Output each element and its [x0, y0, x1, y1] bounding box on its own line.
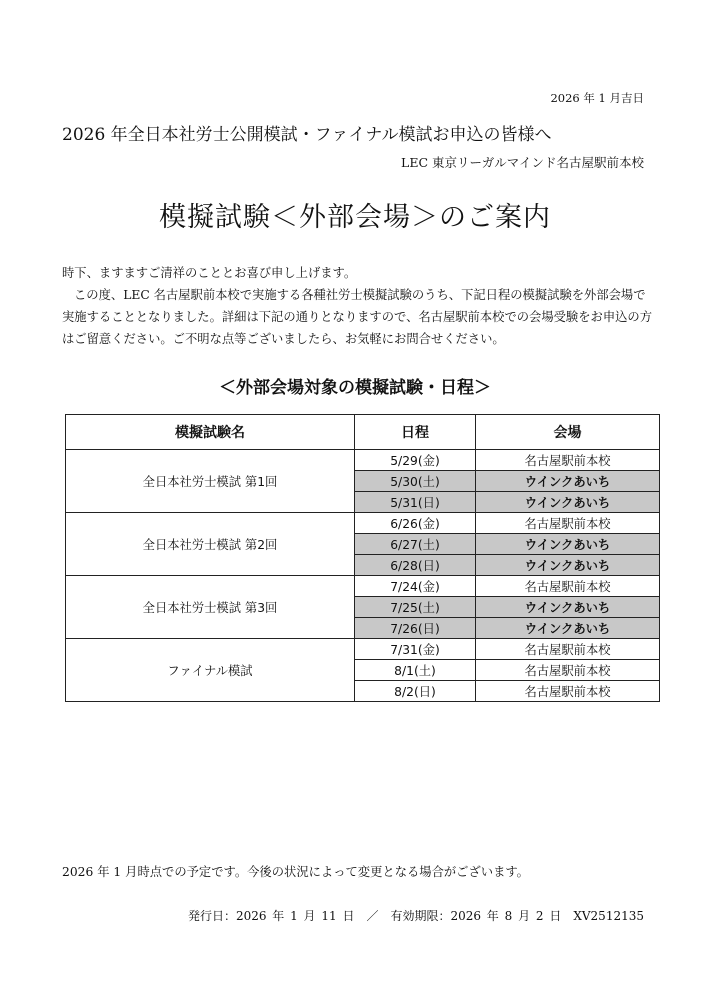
date-cell: 7/24(金) [355, 576, 476, 597]
date-cell: 6/28(日) [355, 555, 476, 576]
venue-cell: ウインクあいち [476, 471, 660, 492]
table-row [66, 576, 660, 597]
venue-cell: 名古屋駅前本校 [476, 660, 660, 681]
date-cell: 7/26(日) [355, 618, 476, 639]
date-cell: 6/26(金) [355, 513, 476, 534]
exam-name-cell: 全日本社労士模試 第2回 [66, 513, 355, 576]
date-cell: 5/29(金) [355, 450, 476, 471]
schedule-table-body [66, 450, 660, 702]
date-cell: 5/30(土) [355, 471, 476, 492]
table-header-row [66, 415, 660, 450]
venue-cell: ウインクあいち [476, 597, 660, 618]
date-cell: 7/25(土) [355, 597, 476, 618]
venue-cell: ウインクあいち [476, 618, 660, 639]
table-row [66, 450, 660, 471]
exam-name-cell: ファイナル模試 [66, 639, 355, 702]
venue-cell: 名古屋駅前本校 [476, 639, 660, 660]
intro-line-1: 時下、ますますご清祥のこととお喜び申し上げます。 [62, 266, 357, 280]
date-cell: 6/27(土) [355, 534, 476, 555]
schedule-note: 2026 年 1 月時点での予定です。今後の状況によって変更となる場合がございます。 [62, 865, 529, 879]
date-cell: 8/2(日) [355, 681, 476, 702]
column-header-exam: 模擬試験名 [66, 415, 355, 450]
date-cell: 5/31(日) [355, 492, 476, 513]
date-cell: 7/31(金) [355, 639, 476, 660]
column-header-venue: 会場 [476, 415, 660, 450]
intro-paragraph [62, 262, 652, 350]
page-title: 模擬試験＜外部会場＞のご案内 [159, 202, 551, 233]
exam-name-cell: 全日本社労士模試 第3回 [66, 576, 355, 639]
venue-cell: 名古屋駅前本校 [476, 576, 660, 597]
footer-issue-info: 発行日：2026 年 1 月 11 日 ／ 有効期限：2026 年 8 月 2 日 XV2512135 [187, 909, 644, 923]
table-row [66, 639, 660, 660]
sender-name: LEC 東京リーガルマインド名古屋駅前本校 [401, 155, 644, 170]
exam-name-cell: 全日本社労士模試 第1回 [66, 450, 355, 513]
date-cell: 8/1(土) [355, 660, 476, 681]
column-header-date: 日程 [355, 415, 476, 450]
intro-line-2: この度、LEC 名古屋駅前本校で実施する各種社労士模擬試験のうち、下記日程の模擬試験を外部会場で実施することとなりました。詳細は下記の通りとなりますので、名古屋駅前本校での会場受験をお申込の方はご留意ください。ご不明な点等ございましたら、お気軽にお問合せください。 [62, 288, 653, 346]
venue-cell: ウインクあいち [476, 555, 660, 576]
venue-cell: 名古屋駅前本校 [476, 450, 660, 471]
schedule-heading: ＜外部会場対象の模擬試験・日程＞ [219, 378, 491, 398]
venue-cell: 名古屋駅前本校 [476, 681, 660, 702]
venue-cell: ウインクあいち [476, 534, 660, 555]
greeting-line: 2026 年全日本社労士公開模試・ファイナル模試お申込の皆様へ [62, 125, 552, 145]
venue-cell: 名古屋駅前本校 [476, 513, 660, 534]
table-row [66, 513, 660, 534]
schedule-table [65, 414, 660, 702]
venue-cell: ウインクあいち [476, 492, 660, 513]
issue-date: 2026 年 1 月吉日 [550, 91, 644, 105]
